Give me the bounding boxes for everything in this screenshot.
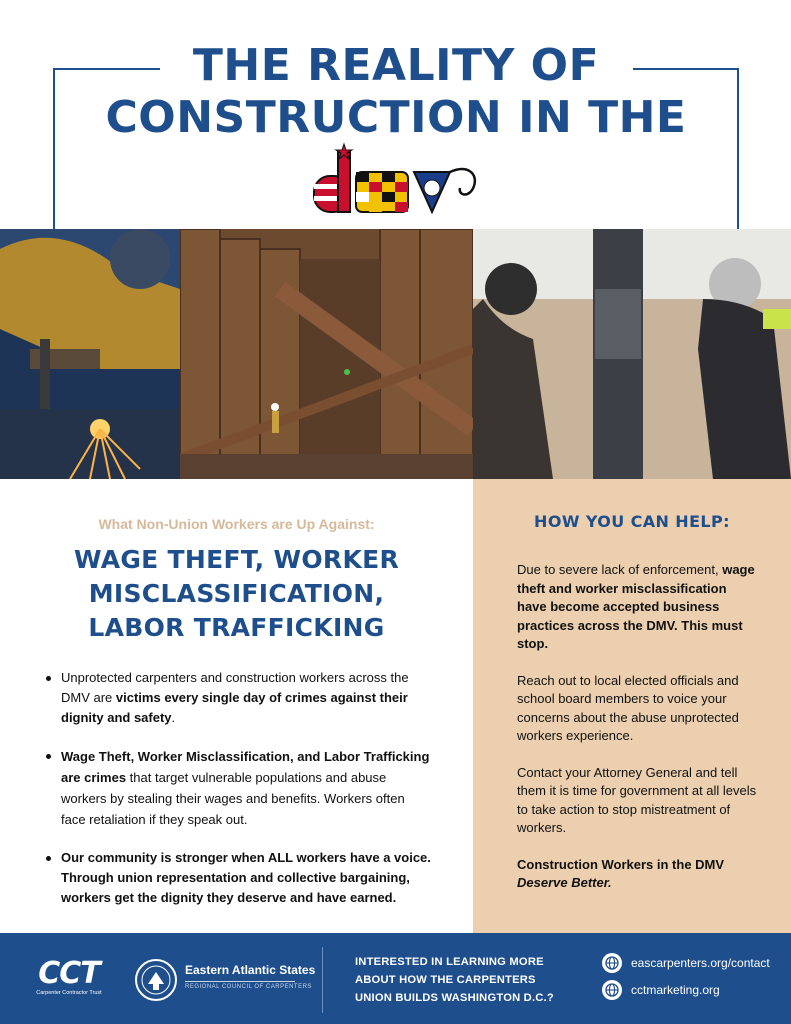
title-line-2: CONSTRUCTION IN THE: [105, 92, 687, 143]
header-frame-line: [737, 68, 739, 229]
dmv-flag-logo: [308, 142, 484, 220]
cctmarketing-link[interactable]: cctmarketing.org: [602, 980, 720, 1000]
eas-name: Eastern Atlantic States: [185, 963, 316, 977]
title-line-1: THE REALITY OF: [192, 40, 600, 91]
eascarpenters-link[interactable]: eascarpenters.org/contact: [602, 953, 770, 973]
pile-welding-photo: [473, 229, 791, 479]
eas-emblem-icon: [134, 958, 178, 1002]
issues-list: [44, 668, 432, 926]
help-paragraph: Construction Workers in the DMV Deserve Better.: [517, 856, 725, 890]
page-title: [60, 40, 732, 144]
cct-logo: CCT Carpenter Contractor Trust: [36, 956, 102, 996]
help-body: [517, 561, 757, 911]
headline-line-3: LABOR TRAFFICKING: [88, 613, 385, 642]
shoring-trench-photo: [180, 229, 473, 479]
globe-icon: [602, 980, 622, 1000]
list-item: Our community is stronger when ALL workers have a voice. Through union representation and collective bargaining, workers get the dignity they deserve and have earned.: [44, 848, 432, 908]
headline-line-1: WAGE THEFT, WORKER: [73, 545, 400, 574]
help-paragraph: Reach out to local elected officials and school board members to voice your concerns about the abuse unprotected workers experience.: [517, 672, 739, 743]
help-paragraph: Due to severe lack of enforcement, wage theft and worker misclassification have become accepted business practices across the DMV. This must stop.: [517, 562, 755, 651]
list-item: Wage Theft, Worker Misclassification, and Labor Trafficking are crimes that target vulnerable populations and abuse workers by stealing their wages and benefits. Workers often face retaliation if they speak out.: [44, 746, 432, 830]
globe-icon: [602, 953, 622, 973]
header-frame-line: [53, 68, 55, 229]
section-headline: [30, 543, 443, 645]
footer-divider: [322, 947, 323, 1013]
photo-strip: [0, 229, 791, 479]
headline-line-2: MISCLASSIFICATION,: [88, 579, 385, 608]
welder-cutting-photo: [0, 229, 180, 479]
eas-divider: [185, 981, 295, 982]
help-paragraph: Contact your Attorney General and tell them it is time for government at all levels to take action to stop mistreatment of workers.: [517, 764, 757, 835]
list-item: Unprotected carpenters and construction workers across the DMV are victims every single day of crimes against their dignity and safety.: [44, 668, 432, 728]
footer-cta: INTERESTED IN LEARNING MORE ABOUT HOW THE CARPENTERS UNION BUILDS WASHINGTON D.C.?: [355, 956, 554, 1004]
section-subhead: What Non-Union Workers are Up Against:: [98, 516, 375, 532]
help-heading: HOW YOU CAN HELP:: [534, 512, 730, 531]
eas-subtitle: REGIONAL COUNCIL OF CARPENTERS: [185, 984, 312, 990]
